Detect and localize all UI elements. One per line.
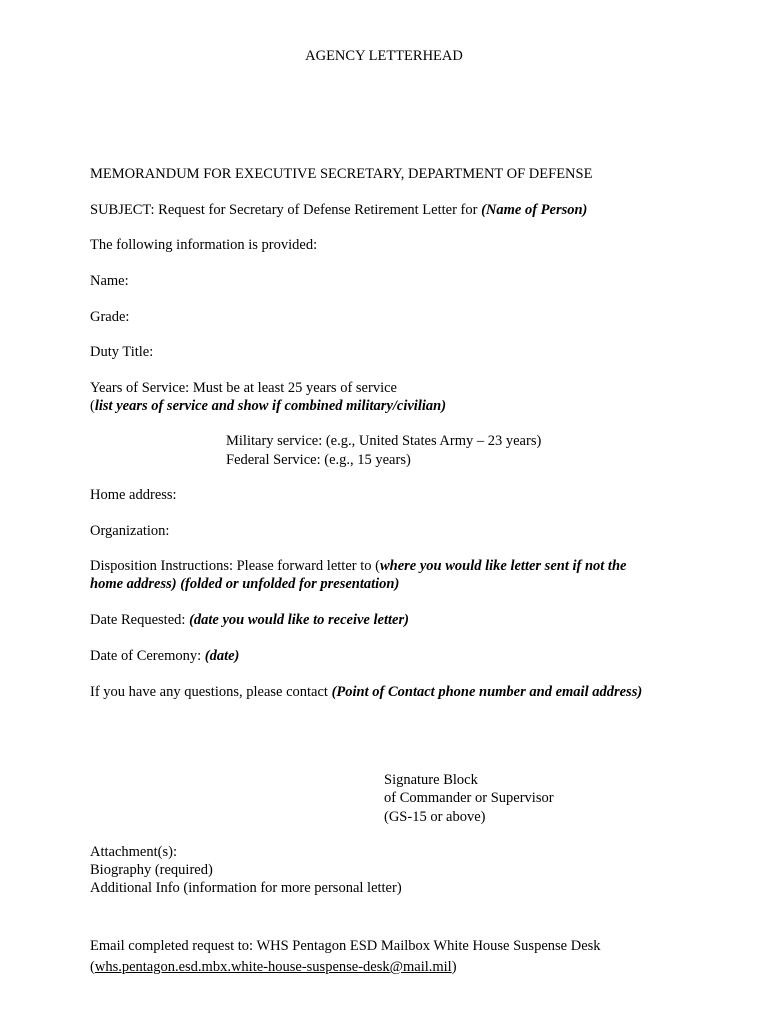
duty-title-field: Duty Title: (90, 344, 154, 360)
email-address-link[interactable]: whs.pentagon.esd.mbx.white-house-suspense-desk@mail.mil (94, 959, 452, 975)
years-note-text: list years of service and show if combined military/civilian) (94, 398, 447, 414)
questions-label: If you have any questions, please contact (90, 684, 332, 700)
years-note-open-paren: ( (90, 398, 95, 414)
date-requested-note: (date you would like to receive letter) (189, 612, 409, 628)
date-of-ceremony-line (90, 647, 239, 665)
email-instruction: Email completed request to: WHS Pentagon ESD Mailbox White House Suspense Desk (90, 938, 601, 954)
name-field: Name: (90, 273, 129, 289)
years-of-service-field: Years of Service: Must be at least 25 years of service (90, 380, 397, 396)
intro-line: The following information is provided: (90, 237, 318, 253)
subject-line (90, 201, 587, 219)
signature-block-line-3: (GS-15 or above) (384, 809, 486, 825)
date-requested-label: Date Requested: (90, 612, 190, 628)
email-open-paren: ( (90, 959, 95, 975)
date-of-ceremony-note: (date) (204, 648, 240, 664)
memo-for-line: MEMORANDUM FOR EXECUTIVE SECRETARY, DEPARTMENT OF DEFENSE (90, 166, 593, 182)
disposition-note: where you would like letter sent if not the (379, 558, 627, 574)
subject-label: SUBJECT: Request for Secretary of Defense Retirement Letter for (90, 202, 482, 218)
military-service-example: Military service: (e.g., United States Army – 23 years) (226, 433, 542, 449)
grade-field: Grade: (90, 309, 130, 325)
signature-block-line-1: Signature Block (384, 772, 478, 788)
signature-block-line-2: of Commander or Supervisor (384, 790, 554, 806)
date-of-ceremony-label: Date of Ceremony: (90, 648, 205, 664)
email-close-paren: ) (451, 959, 457, 975)
subject-placeholder: (Name of Person) (481, 202, 588, 218)
attachment-additional-info: Additional Info (information for more personal letter) (90, 880, 402, 896)
disposition-line (90, 557, 626, 575)
email-address-line (90, 958, 457, 976)
organization-field: Organization: (90, 523, 170, 539)
date-requested-line (90, 611, 409, 629)
home-address-field: Home address: (90, 487, 177, 503)
federal-service-example: Federal Service: (e.g., 15 years) (226, 452, 411, 468)
attachments-heading: Attachment(s): (90, 844, 177, 860)
attachment-biography: Biography (required) (90, 862, 213, 878)
questions-note: (Point of Contact phone number and email address) (331, 684, 643, 700)
letterhead: AGENCY LETTERHEAD (305, 48, 463, 64)
disposition-note-continued: home address) (folded or unfolded for presentation) (90, 576, 400, 592)
years-of-service-note (90, 397, 446, 415)
questions-line (90, 683, 642, 701)
disposition-label: Disposition Instructions: Please forward letter to ( (90, 558, 380, 574)
